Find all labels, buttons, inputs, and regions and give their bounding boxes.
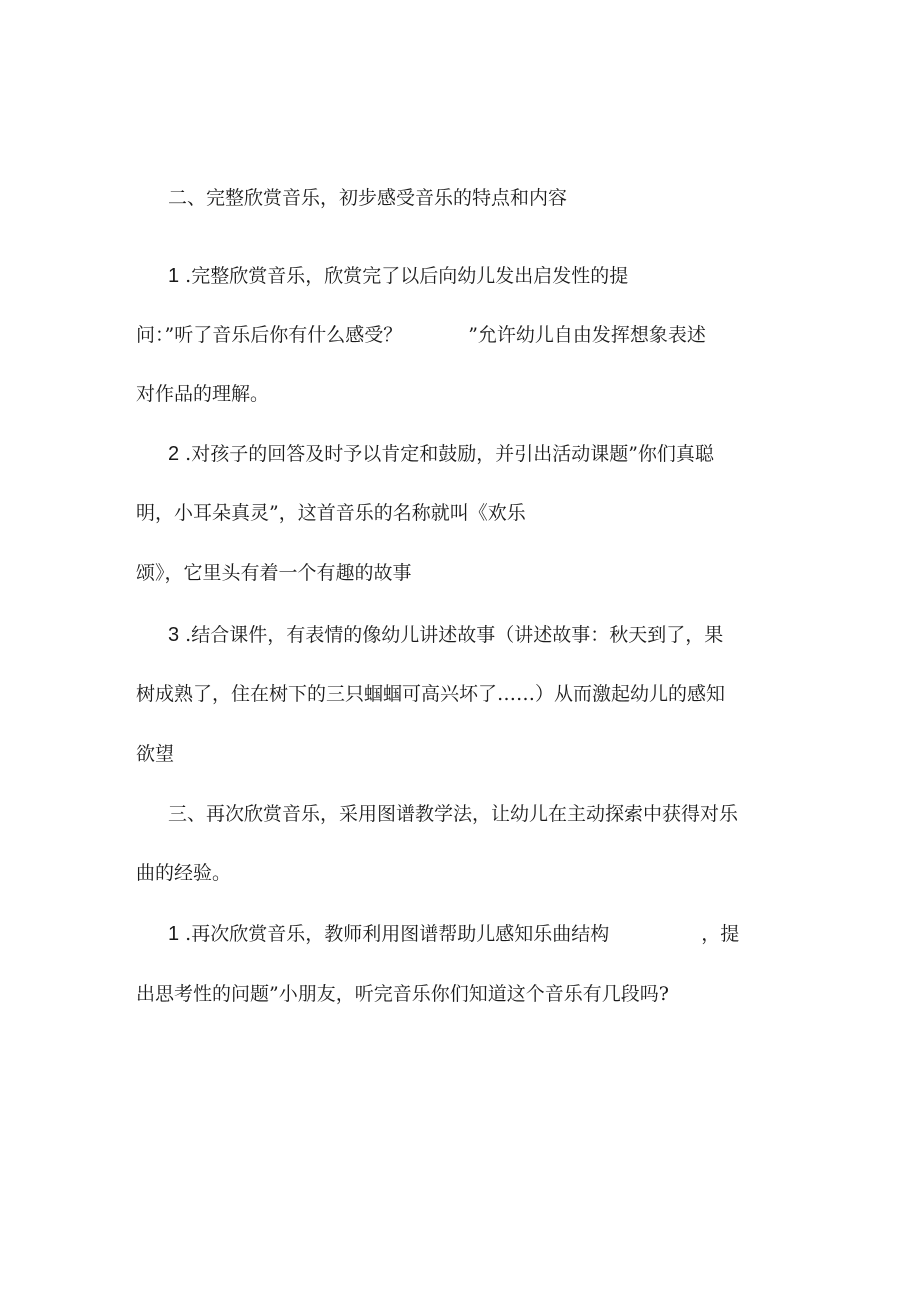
item-text: .结合课件，有表情的像幼儿讲述故事（讲述故事：秋天到了，果 <box>179 624 724 646</box>
item-number: 3 <box>168 624 180 646</box>
section-2-item-3-line-2: 树成熟了，住在树下的三只蝈蝈可高兴坏了……）从而激起幼儿的感知 <box>136 683 726 705</box>
section-2-item-3-line-1 <box>168 623 723 647</box>
section-2-item-2-line-1 <box>168 442 714 466</box>
section-2-item-1-line-3: 对作品的理解。 <box>136 383 270 405</box>
item-text-part-a: 问：”听了音乐后你有什么感受？ <box>136 324 403 346</box>
item-number: 1 <box>168 923 180 945</box>
section-3-heading-line-2: 曲的经验。 <box>136 862 232 884</box>
section-2-item-2-line-3: 颂》，它里头有着一个有趣的故事 <box>136 562 412 584</box>
section-2-item-1-line-2 <box>136 323 706 347</box>
section-3-item-1-line-2: 出思考性的问题”小朋友，听完音乐你们知道这个音乐有几段吗? <box>136 983 669 1005</box>
section-3-heading-line-1: 三、再次欣赏音乐，采用图谱教学法，让幼儿在主动探索中获得对乐 <box>168 803 739 825</box>
item-text: .完整欣赏音乐，欣赏完了以后向幼儿发出启发性的提 <box>179 265 629 287</box>
item-number: 2 <box>168 443 180 465</box>
item-text-part-b: ”允许幼儿自由发挥想象表述 <box>468 324 706 346</box>
section-2-item-3-line-3: 欲望 <box>136 743 175 765</box>
section-2-item-1-line-1 <box>168 264 628 288</box>
section-2-item-2-line-2: 明，小耳朵真灵”，这首音乐的名称就叫《欢乐 <box>136 502 526 524</box>
section-3-item-1-line-1 <box>168 922 739 946</box>
item-text-part-a: .再次欣赏音乐，教师利用图谱帮助儿感知乐曲结构 <box>179 923 610 945</box>
section-2-heading: 二、完整欣赏音乐，初步感受音乐的特点和内容 <box>168 187 568 209</box>
item-text-part-b: ，提 <box>701 923 740 945</box>
item-text: .对孩子的回答及时予以肯定和鼓励，并引出活动课题”你们真聪 <box>179 443 714 465</box>
item-number: 1 <box>168 265 180 287</box>
